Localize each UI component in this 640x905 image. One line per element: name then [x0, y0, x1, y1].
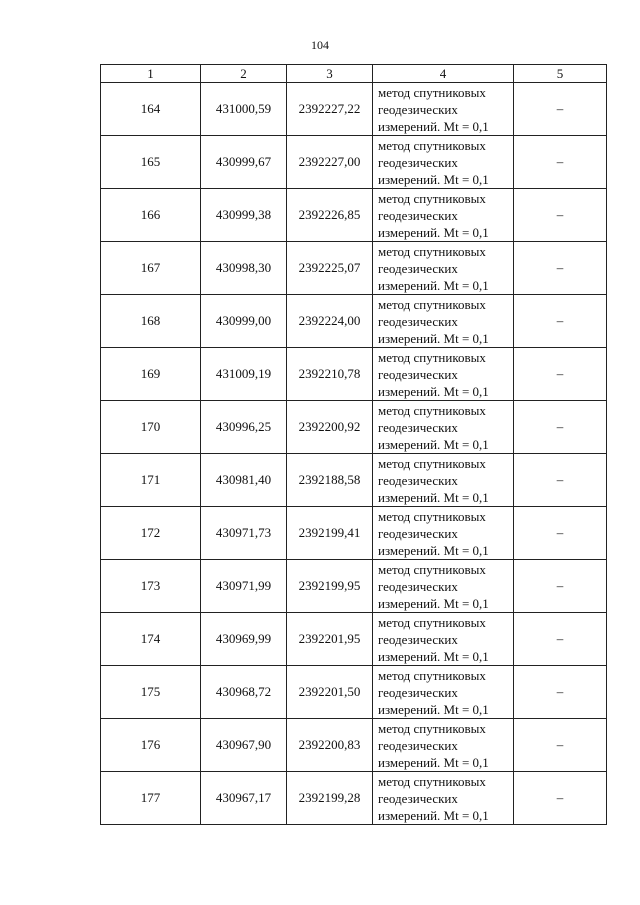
- table-body: [101, 83, 607, 825]
- method-line: измерений. Mt = 0,1: [378, 648, 489, 664]
- x-coordinate-cell: 431000,59: [201, 83, 287, 136]
- note-cell: –: [514, 560, 607, 613]
- note-cell: –: [514, 401, 607, 454]
- method-cell: [373, 136, 514, 189]
- method-line: геодезических: [378, 366, 458, 382]
- y-coordinate-cell: 2392199,41: [287, 507, 373, 560]
- note-cell: –: [514, 507, 607, 560]
- y-coordinate-cell: 2392200,83: [287, 719, 373, 772]
- table-row: [101, 719, 607, 772]
- method-line: метод спутниковых: [378, 508, 486, 524]
- table-row: [101, 613, 607, 666]
- method-line: метод спутниковых: [378, 720, 486, 736]
- method-line: метод спутниковых: [378, 137, 486, 153]
- column-header: 1: [101, 65, 201, 83]
- method-line: метод спутниковых: [378, 667, 486, 683]
- y-coordinate-cell: 2392199,28: [287, 772, 373, 825]
- column-header: 2: [201, 65, 287, 83]
- method-line: измерений. Mt = 0,1: [378, 118, 489, 134]
- page-number: 104: [311, 38, 329, 52]
- point-number-cell: 171: [101, 454, 201, 507]
- column-header: 3: [287, 65, 373, 83]
- y-coordinate-cell: 2392210,78: [287, 348, 373, 401]
- method-line: измерений. Mt = 0,1: [378, 489, 489, 505]
- x-coordinate-cell: 430971,99: [201, 560, 287, 613]
- method-line: измерений. Mt = 0,1: [378, 595, 489, 611]
- x-coordinate-cell: 430981,40: [201, 454, 287, 507]
- x-coordinate-cell: 431009,19: [201, 348, 287, 401]
- table-row: [101, 136, 607, 189]
- table-row: [101, 666, 607, 719]
- method-line: метод спутниковых: [378, 614, 486, 630]
- method-line: геодезических: [378, 207, 458, 223]
- x-coordinate-cell: 430969,99: [201, 613, 287, 666]
- y-coordinate-cell: 2392188,58: [287, 454, 373, 507]
- note-cell: –: [514, 83, 607, 136]
- point-number-cell: 167: [101, 242, 201, 295]
- method-line: измерений. Mt = 0,1: [378, 383, 489, 399]
- method-cell: [373, 348, 514, 401]
- method-cell: [373, 454, 514, 507]
- method-line: геодезических: [378, 631, 458, 647]
- y-coordinate-cell: 2392226,85: [287, 189, 373, 242]
- note-cell: –: [514, 189, 607, 242]
- column-header: 5: [514, 65, 607, 83]
- x-coordinate-cell: 430999,38: [201, 189, 287, 242]
- table-row: [101, 401, 607, 454]
- x-coordinate-cell: 430999,00: [201, 295, 287, 348]
- method-line: метод спутниковых: [378, 243, 486, 259]
- method-line: измерений. Mt = 0,1: [378, 542, 489, 558]
- note-cell: –: [514, 719, 607, 772]
- method-line: метод спутниковых: [378, 190, 486, 206]
- method-line: геодезических: [378, 260, 458, 276]
- table-row: [101, 560, 607, 613]
- point-number-cell: 176: [101, 719, 201, 772]
- point-number-cell: 168: [101, 295, 201, 348]
- note-cell: –: [514, 666, 607, 719]
- table-row: [101, 295, 607, 348]
- method-line: геодезических: [378, 419, 458, 435]
- method-cell: [373, 189, 514, 242]
- x-coordinate-cell: 430967,90: [201, 719, 287, 772]
- table-row: [101, 83, 607, 136]
- note-cell: –: [514, 295, 607, 348]
- point-number-cell: 172: [101, 507, 201, 560]
- y-coordinate-cell: 2392199,95: [287, 560, 373, 613]
- y-coordinate-cell: 2392201,95: [287, 613, 373, 666]
- y-coordinate-cell: 2392227,00: [287, 136, 373, 189]
- x-coordinate-cell: 430999,67: [201, 136, 287, 189]
- x-coordinate-cell: 430996,25: [201, 401, 287, 454]
- point-number-cell: 166: [101, 189, 201, 242]
- method-cell: [373, 295, 514, 348]
- table-header-row: [101, 65, 607, 83]
- y-coordinate-cell: 2392201,50: [287, 666, 373, 719]
- point-number-cell: 173: [101, 560, 201, 613]
- method-line: измерений. Mt = 0,1: [378, 171, 489, 187]
- method-line: геодезических: [378, 525, 458, 541]
- table-row: [101, 242, 607, 295]
- method-cell: [373, 772, 514, 825]
- method-line: измерений. Mt = 0,1: [378, 277, 489, 293]
- point-number-cell: 165: [101, 136, 201, 189]
- method-line: метод спутниковых: [378, 84, 486, 100]
- method-line: метод спутниковых: [378, 296, 486, 312]
- x-coordinate-cell: 430971,73: [201, 507, 287, 560]
- y-coordinate-cell: 2392225,07: [287, 242, 373, 295]
- method-line: геодезических: [378, 101, 458, 117]
- method-cell: [373, 401, 514, 454]
- method-line: геодезических: [378, 313, 458, 329]
- method-line: геодезических: [378, 684, 458, 700]
- method-line: измерений. Mt = 0,1: [378, 701, 489, 717]
- x-coordinate-cell: 430998,30: [201, 242, 287, 295]
- method-line: геодезических: [378, 737, 458, 753]
- method-line: измерений. Mt = 0,1: [378, 330, 489, 346]
- method-line: геодезических: [378, 790, 458, 806]
- method-line: геодезических: [378, 472, 458, 488]
- note-cell: –: [514, 772, 607, 825]
- table-row: [101, 507, 607, 560]
- y-coordinate-cell: 2392227,22: [287, 83, 373, 136]
- point-number-cell: 174: [101, 613, 201, 666]
- y-coordinate-cell: 2392200,92: [287, 401, 373, 454]
- method-line: измерений. Mt = 0,1: [378, 754, 489, 770]
- method-line: геодезических: [378, 154, 458, 170]
- method-cell: [373, 560, 514, 613]
- method-line: геодезических: [378, 578, 458, 594]
- method-cell: [373, 719, 514, 772]
- note-cell: –: [514, 454, 607, 507]
- method-line: метод спутниковых: [378, 773, 486, 789]
- point-number-cell: 175: [101, 666, 201, 719]
- method-line: измерений. Mt = 0,1: [378, 807, 489, 823]
- point-number-cell: 164: [101, 83, 201, 136]
- column-header: 4: [373, 65, 514, 83]
- method-cell: [373, 613, 514, 666]
- table-row: [101, 189, 607, 242]
- note-cell: –: [514, 613, 607, 666]
- method-cell: [373, 83, 514, 136]
- table-row: [101, 772, 607, 825]
- method-cell: [373, 242, 514, 295]
- note-cell: –: [514, 242, 607, 295]
- x-coordinate-cell: 430967,17: [201, 772, 287, 825]
- x-coordinate-cell: 430968,72: [201, 666, 287, 719]
- note-cell: –: [514, 136, 607, 189]
- method-line: измерений. Mt = 0,1: [378, 436, 489, 452]
- method-line: метод спутниковых: [378, 402, 486, 418]
- table-row: [101, 454, 607, 507]
- coordinates-table: [100, 64, 607, 825]
- table-row: [101, 348, 607, 401]
- method-cell: [373, 666, 514, 719]
- point-number-cell: 169: [101, 348, 201, 401]
- y-coordinate-cell: 2392224,00: [287, 295, 373, 348]
- method-line: метод спутниковых: [378, 455, 486, 471]
- point-number-cell: 170: [101, 401, 201, 454]
- method-cell: [373, 507, 514, 560]
- method-line: метод спутниковых: [378, 561, 486, 577]
- point-number-cell: 177: [101, 772, 201, 825]
- note-cell: –: [514, 348, 607, 401]
- method-line: метод спутниковых: [378, 349, 486, 365]
- method-line: измерений. Mt = 0,1: [378, 224, 489, 240]
